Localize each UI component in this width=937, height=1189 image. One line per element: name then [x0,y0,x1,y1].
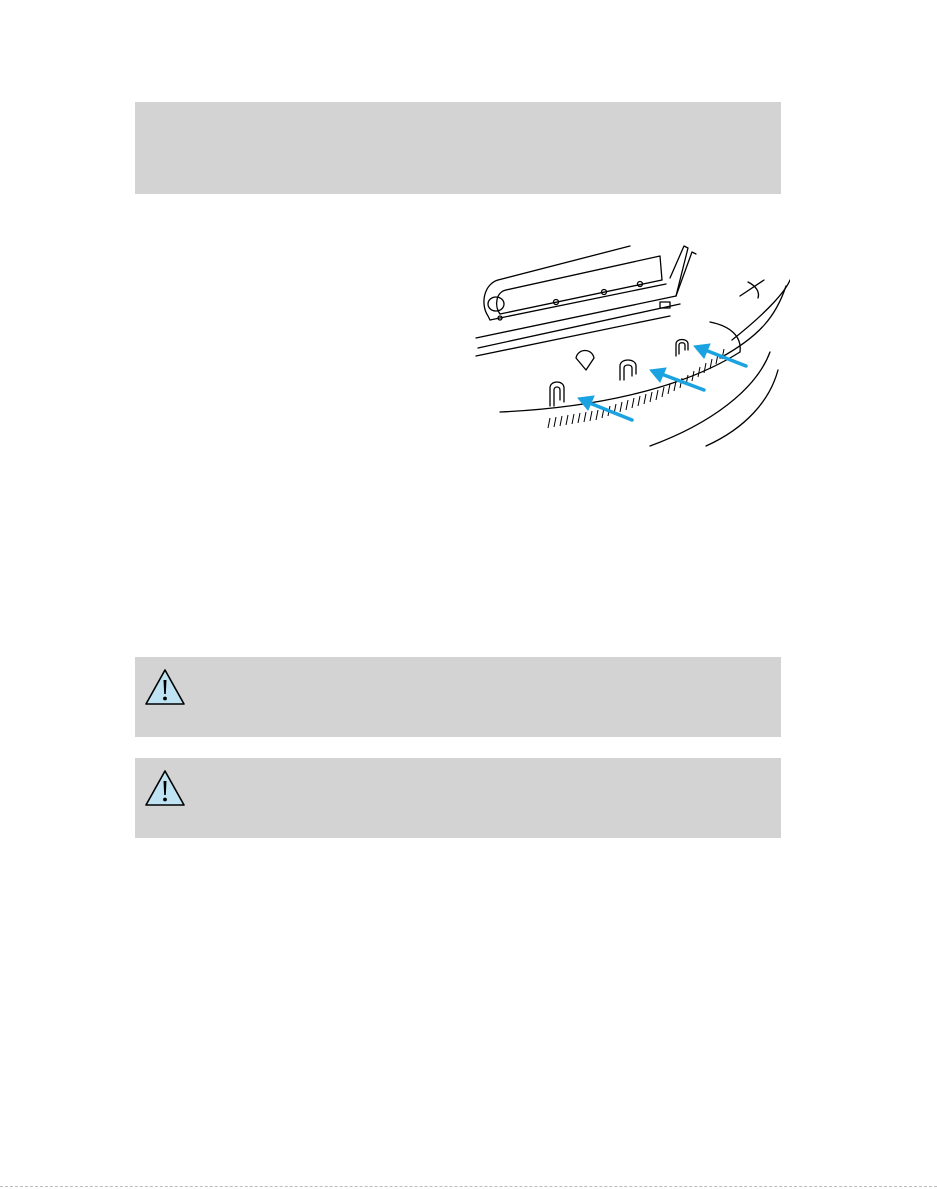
warning-box-1 [135,657,781,737]
tie-down-hooks-drawing [470,240,790,450]
warning-triangle-icon [143,667,187,707]
warning-triangle-icon [143,768,187,808]
warning-box-2 [135,758,781,838]
page-bottom-edge [0,1186,937,1187]
section-header-band [135,102,781,194]
cargo-tie-down-illustration [470,240,790,450]
